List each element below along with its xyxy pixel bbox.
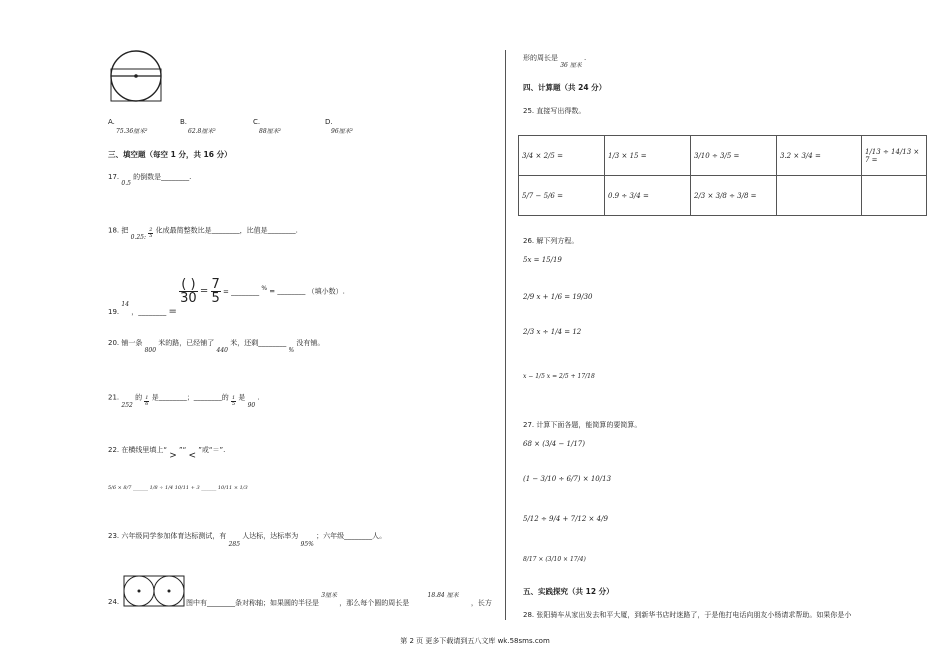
option-a[interactable]: A. 75.36厘米² [108,118,148,135]
question-19: 19. 14 ，________ = ( ) 30 = $\frac{7}{5}$ = ________ % = ________ （填小数）. [108,277,345,317]
question-28: 28. 张阳骑车从家出发去和平大厦，到新华书店时迷路了，于是他打电话向朋友小杨请求帮助。如果你是小 [523,611,852,619]
calc-table [518,135,927,216]
question-21: 21. 252 的 $\frac{1}{6}$ 是________；________的 $\frac{1}{5}$ 是 90 . [108,393,260,409]
question-18: 18. 把 0.25: $\frac{2}{5}$ 化成最简整数比是________，比值是________. [108,226,298,241]
question-22-comparisons: 5/6 × 8/7 ______ 1/8 ÷ 1/4 10/11 + 3 ______ 10/11 × 1/3 [108,485,248,491]
question-17: 17. 0.5 的倒数是________. [108,173,192,187]
equation-2: 2/9 x + 1/6 = 19/30 [523,293,593,301]
calc-cell: 5/7 − 5/6 = [519,176,605,216]
two-circles-rectangle-figure [123,574,185,608]
calc-cell: 1/3 × 15 = [605,136,691,176]
circle-in-square-figure [108,50,166,105]
question-25: 25. 直接写出得数。 [523,107,586,115]
question-24-text: 图中有________条对称轴；如果圆的半径是 3厘米 ，那么每个圆的周长是 18.84 厘米 ，长方 [186,592,492,607]
equation-1: 5x = 15/19 [523,256,562,264]
question-20: 20. 铺一条 800 米的路，已经铺了 440 米，还剩________ % 没有铺。 [108,339,325,354]
calc-cell: 3/10 ÷ 3/5 = [691,136,777,176]
column-divider [505,50,506,620]
calc-3: 5/12 ÷ 9/4 + 7/12 × 4/9 [523,515,608,523]
equation-4: x − 1/5 x = 2/5 + 17/18 [523,373,595,380]
calc-cell [862,176,927,216]
section3-title: 三、填空题（每空 1 分，共 16 分） [108,150,232,159]
page-footer: 第 2 页 更多下载请到五八文库 wk.58sms.com [400,637,550,645]
fraction: $\frac{1}{6}$ [145,395,149,407]
calc-cell: 0.9 ÷ 3/4 = [605,176,691,216]
equation-3: 2/3 x ÷ 1/4 = 12 [523,328,582,336]
question-23: 23. 六年级同学参加体育达标测试，有 285 人达标，达标率为 95% ；六年级________人。 [108,532,387,548]
section5-title: 五、实践探究（共 12 分） [523,587,614,596]
calc-cell: 3/4 × 2/5 = [519,136,605,176]
option-b[interactable]: B. 62.8厘米² [180,118,216,135]
calc-cell: 3.2 × 3/4 = [777,136,862,176]
option-d[interactable]: D. 96厘米² [325,118,354,135]
question-24: 24. [108,598,120,606]
fraction-7-5: $\frac{7}{5}$ [211,277,220,306]
fraction: $\frac{1}{5}$ [231,395,236,407]
fraction-paren-30: ( ) 30 [180,277,197,306]
calc-4: 8/17 × (3/10 × 17/4) [523,556,586,563]
question-27: 27. 计算下面各题，能简算的要简算。 [523,421,642,429]
question-26: 26. 解下列方程。 [523,237,579,245]
question-22: 22. 在横线里填上“ > ”“ < ”或“＝”. [108,446,226,461]
calc-cell: 2/3 × 3/8 ÷ 3/8 = [691,176,777,216]
perimeter-line: 形的周长是 36 厘米 . [523,54,587,69]
calc-2: (1 − 3/10 ÷ 6/7) × 10/13 [523,475,612,483]
calc-1: 68 × (3/4 − 1/17) [523,440,585,448]
section4-title: 四、计算题（共 24 分） [523,83,607,92]
calc-cell: 1/13 ÷ 14/13 × 7 = [862,136,927,176]
option-c[interactable]: C. 88厘米² [253,118,282,135]
fraction: $\frac{2}{5}$ [149,227,153,239]
calc-cell [777,176,862,216]
